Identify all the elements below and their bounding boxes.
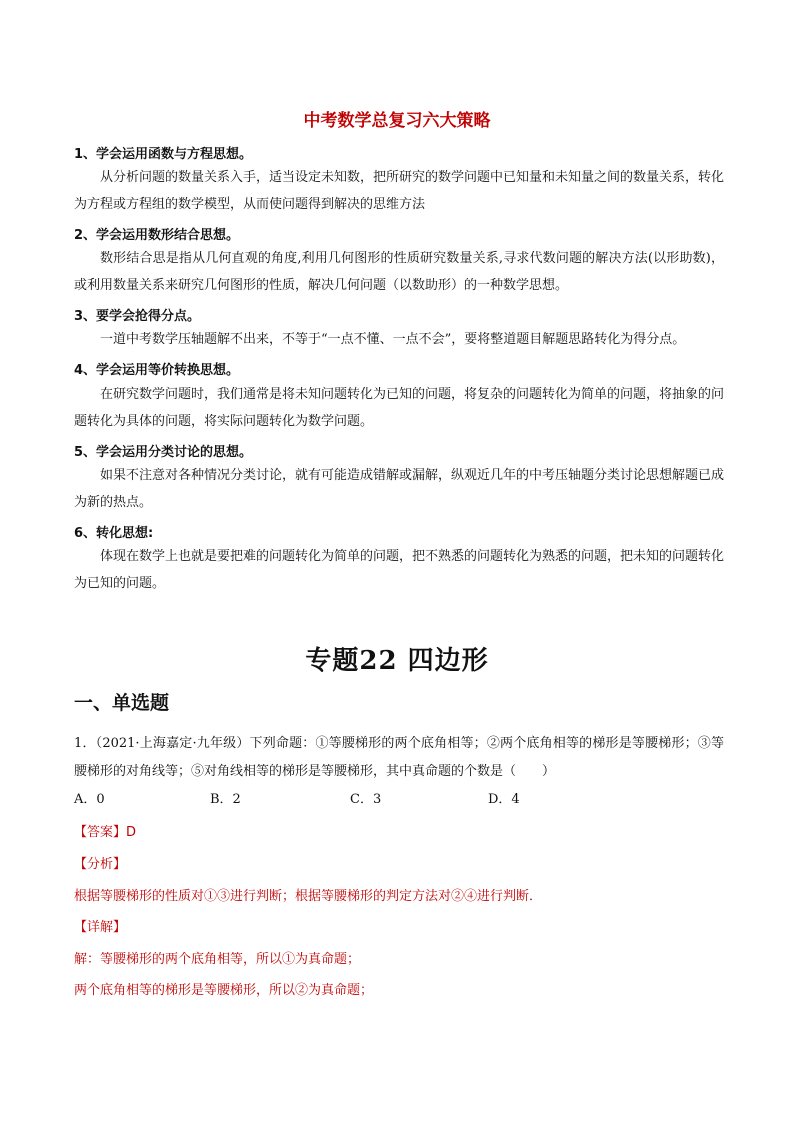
- detail-line-2: 两个底角相等的梯形是等腰梯形，所以②为真命题；: [74, 983, 374, 998]
- option-b: B．2: [210, 792, 241, 807]
- strategy-text-6: 体现在数学上也就是要把难的问题转化为简单的问题，把不熟悉的问题转化为熟悉的问题，把未知的问题转化为已知的问题。: [74, 549, 725, 591]
- answer-label: 【答案】D: [74, 825, 137, 840]
- option-c: C．3: [350, 792, 382, 807]
- strategy-heading-2: 2、学会运用数形结合思想。: [74, 228, 240, 243]
- detail-line-1: 解：等腰梯形的两个底角相等，所以①为真命题；: [74, 952, 361, 967]
- strategy-text-5: 如果不注意对各种情况分类讨论，就有可能造成错解或漏解，纵观近几年的中考压轴题分类讨论思想解题已成为新的热点。: [74, 468, 725, 510]
- option-d: D．4: [488, 792, 520, 807]
- strategy-text-2: 数形结合思是指从几何直观的角度,利用几何图形的性质研究数量关系,寻求代数问题的解决方法(以形助数)，或利用数量关系来研究几何图形的性质，解决几何问题（以数助形）的一种数学思想。: [74, 251, 724, 293]
- option-a: A．0: [74, 792, 105, 807]
- topic-title: 专题22 四边形: [305, 646, 489, 676]
- strategy-heading-4: 4、学会运用等价转换思想。: [74, 363, 240, 378]
- strategy-heading-1: 1、学会运用函数与方程思想。: [74, 147, 253, 162]
- analysis-text: 根据等腰梯形的性质对①③进行判断；根据等腰梯形的判定方法对②④进行判断．: [74, 889, 543, 904]
- strategy-heading-6: 6、转化思想:: [74, 526, 154, 541]
- strategy-text-1: 从分析问题的数量关系入手，适当设定未知数，把所研究的数学问题中已知量和未知量之间的数量关系，转化为方程或方程组的数学模型，从而使问题得到解决的思维方法: [74, 170, 725, 212]
- strategy-heading-5: 5、学会运用分类讨论的思想。: [74, 445, 253, 460]
- section-title: 一、单选题: [74, 692, 170, 714]
- question-text: 1．（2021·上海嘉定·九年级）下列命题：①等腰梯形的两个底角相等；②两个底角相等的梯形是等腰梯形；③等腰梯形的对角线等；⑤对角线相等的梯形是等腰梯形，其中真命题的个数是（ ）: [74, 736, 724, 779]
- question-options: [74, 788, 724, 810]
- strategy-title: 中考数学总复习六大策略: [303, 111, 491, 131]
- strategy-heading-3: 3、要学会抢得分点。: [74, 309, 201, 324]
- detail-label: 【详解】: [74, 920, 127, 935]
- strategy-text-4: 在研究数学问题时，我们通常是将未知问题转化为已知的问题，将复杂的问题转化为简单的问题，将抽象的问题转化为具体的问题，将实际问题转化为数学问题。: [74, 387, 725, 429]
- analysis-label: 【分析】: [74, 857, 127, 872]
- strategy-text-3: 一道中考数学压轴题解不出来，不等于“一点不懂、一点不会”，要将整道题目解题思路转化为得分点。: [100, 332, 686, 347]
